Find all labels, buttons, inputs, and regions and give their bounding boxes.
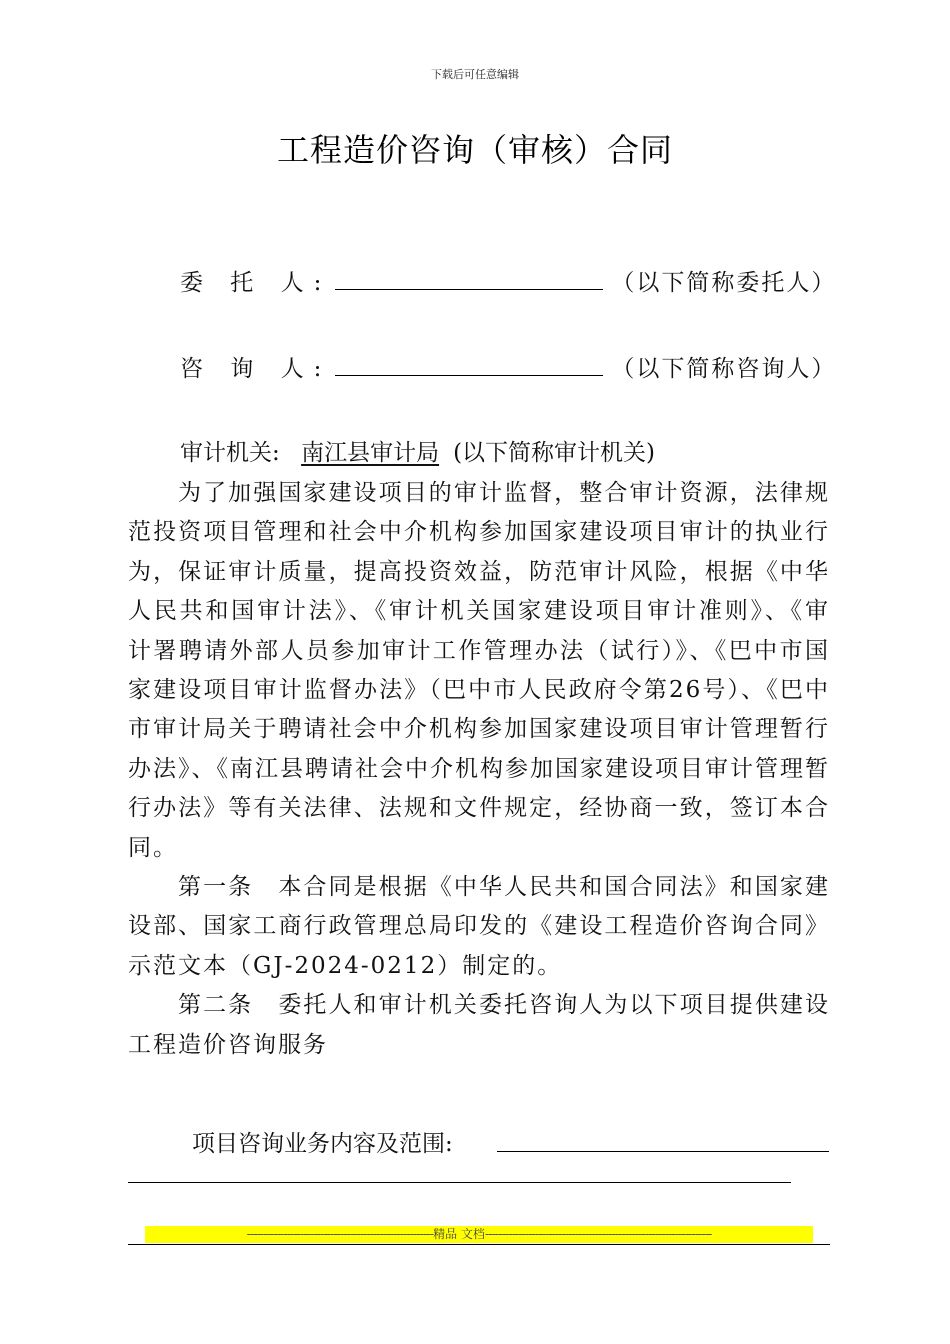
consultant-line bbox=[180, 350, 836, 383]
footer-rule bbox=[128, 1244, 830, 1245]
contract-title: 工程造价咨询（审核）合同 bbox=[276, 131, 673, 169]
consultant-label: 咨 询 人: bbox=[180, 356, 332, 382]
header-note: 下载后可任意编辑 bbox=[431, 68, 519, 81]
scope-blank bbox=[497, 1151, 829, 1152]
client-suffix: （以下简称委托人） bbox=[611, 270, 837, 296]
auditor-label: 审计机关: bbox=[180, 440, 280, 466]
preamble-paragraph: 为了加强国家建设项目的审计监督，整合审计资源，法律规范投资项目管理和社会中介机构参加国家建设项目审计的执业行为，保证审计质量，提高投资效益，防范审计风险，根据《中华人民共和国审计法》、《审计机关国家建设项目审计准则》、《审计署聘请外部人员参加审计工作管理办法（试行）》、《巴中市国家建设项目审计监督办法》（巴中市人民政府令第26号）、《巴中市审计局关于聘请社会中介机构参加国家建设项目审计管理暂行办法》、《南江县聘请社会中介机构参加国家建设项目审计管理暂行办法》等有关法律、法规和文件规定，经协商一致，签订本合同。 bbox=[128, 480, 830, 861]
client-label: 委 托 人: bbox=[180, 270, 332, 296]
contract-body bbox=[128, 474, 830, 1065]
client-line bbox=[180, 264, 836, 297]
auditor-suffix: (以下简称审计机关) bbox=[453, 440, 656, 466]
scope-label: 项目咨询业务内容及范围: bbox=[192, 1131, 453, 1157]
footer-dashes-right: -------------------------------------------------------------------- bbox=[484, 1227, 712, 1241]
scope-blank-line-2 bbox=[128, 1182, 791, 1183]
footer-dashes-left: -------------------------------------------------------- bbox=[246, 1227, 434, 1241]
consultant-blank bbox=[335, 355, 603, 376]
footer-text: 精品 文档 bbox=[433, 1227, 485, 1241]
auditor-line bbox=[180, 434, 655, 467]
article-two-paragraph: 第二条 委托人和审计机关委托咨询人为以下项目提供建设工程造价咨询服务 bbox=[128, 992, 830, 1058]
article-one-paragraph: 第一条 本合同是根据《中华人民共和国合同法》和国家建设部、国家工商行政管理总局印发的《建设工程造价咨询合同》示范文本（GJ-2024-0212）制定的。 bbox=[128, 874, 830, 979]
consultant-suffix: （以下简称咨询人） bbox=[611, 356, 837, 382]
auditor-value: 南江县审计局 bbox=[301, 440, 440, 466]
footer-banner bbox=[145, 1226, 813, 1243]
client-blank bbox=[335, 269, 603, 290]
